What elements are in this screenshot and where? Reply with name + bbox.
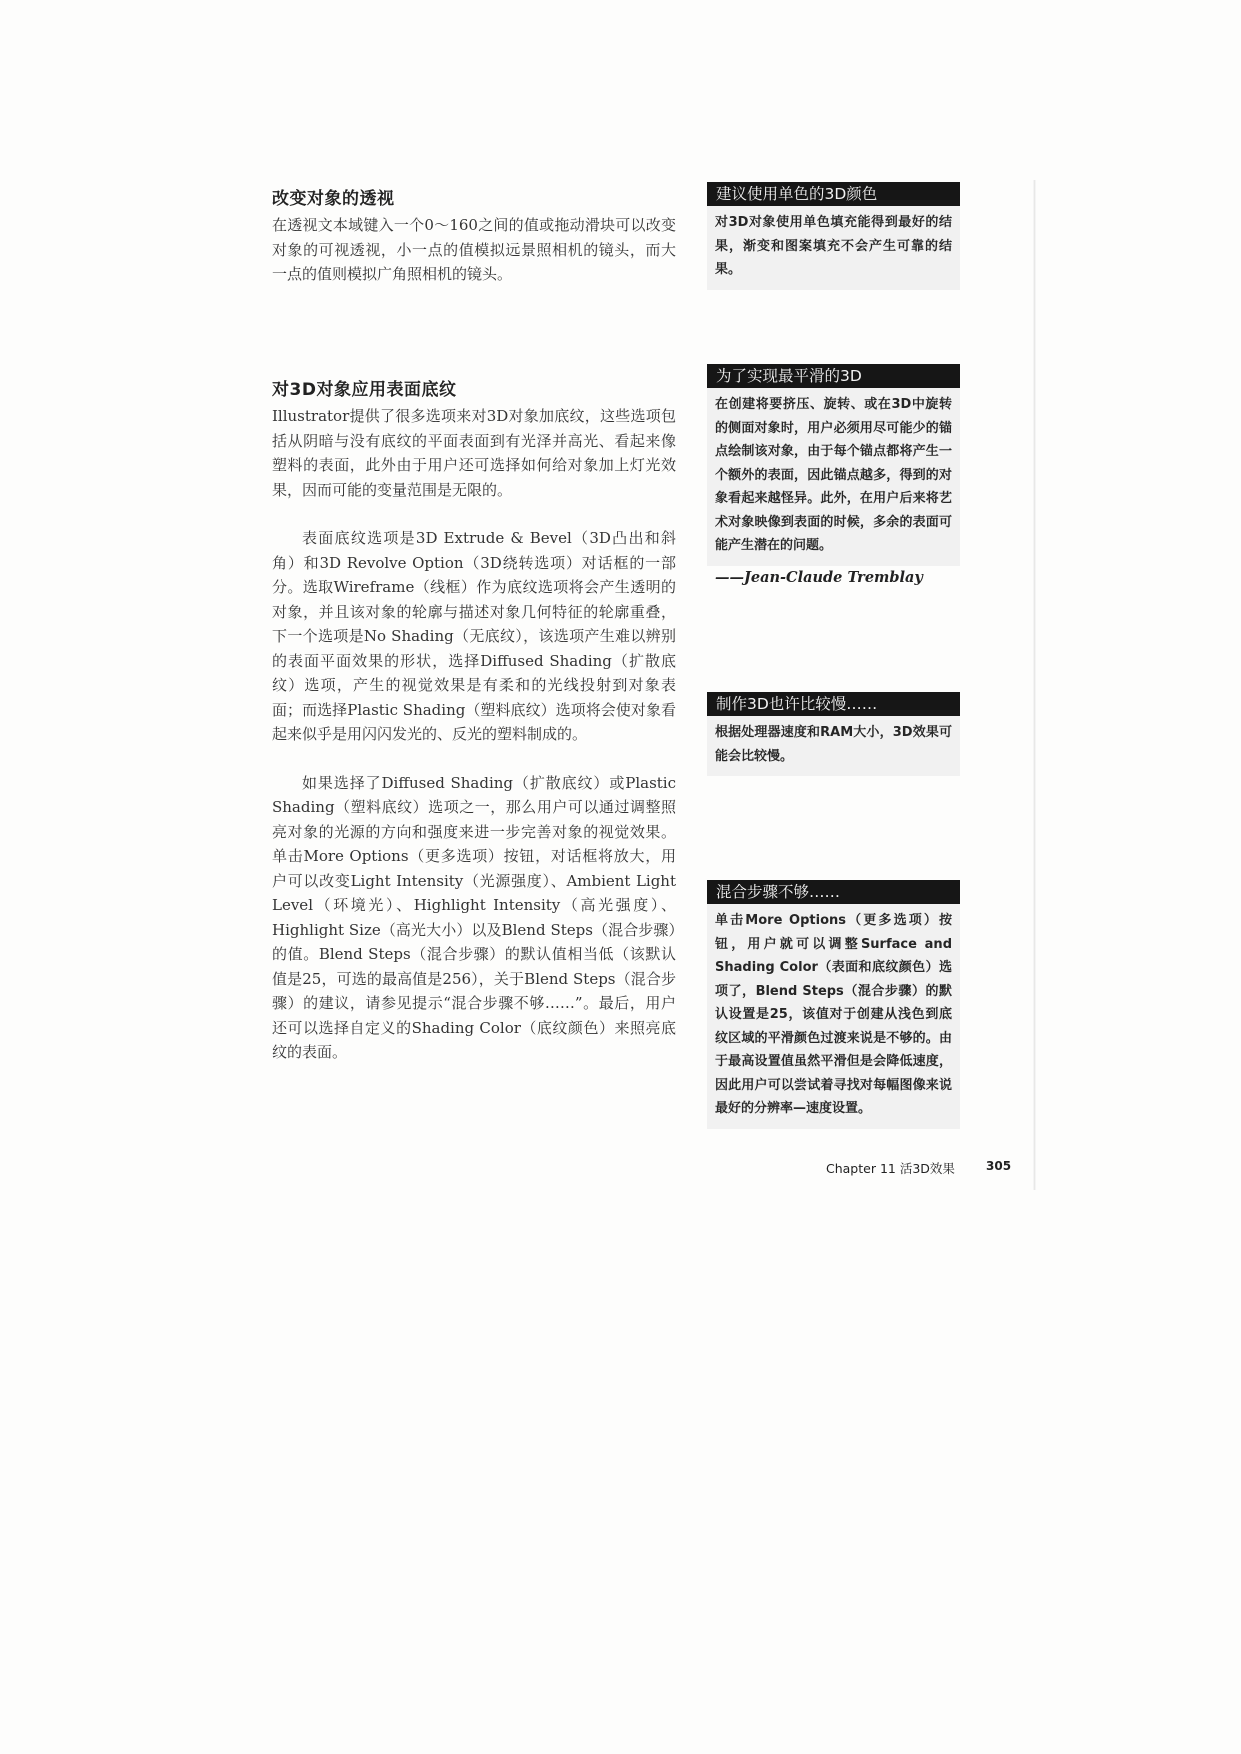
section-heading: 改变对象的透视 xyxy=(272,189,395,209)
tip-title: 制作3D也许比较慢…… xyxy=(707,692,960,716)
page-number: 305 xyxy=(986,1159,1012,1173)
tip-quote-author: ——Jean-Claude Tremblay xyxy=(715,568,923,586)
section-paragraph: 表面底纹选项是3D Extrude & Bevel（3D凸出和斜角）和3D Revolve Option（3D绕转选项）对话框的一部分。选取Wireframe（线框）作为底纹选项将会产生透明的对象，并且该对象的轮廓与描述对象几何特征的轮廓重叠，下一个选项是No Shading（无底纹），该选项产生难以辨别的表面平面效果的形状，选择Diffused Shading（扩散底纹）选项，产生的视觉效果是有柔和的光线投射到对象表面；而选择Plastic Shading（塑料底纹）选项将会使对象看起来似乎是用闪闪发光的、反光的塑料制成的。 xyxy=(272,529,676,743)
tip-body: 在创建将要挤压、旋转、或在3D中旋转的侧面对象时，用户必须用尽可能少的锚点绘制该对象，由于每个锚点都将产生一个额外的表面，因此锚点越多，得到的对象看起来越怪异。此外，在用户后来将艺术对象映像到表面的时候，多余的表面可能产生潜在的问题。 xyxy=(707,388,960,566)
page-edge-shadow xyxy=(1033,180,1036,1190)
tip-title: 建议使用单色的3D颜色 xyxy=(707,182,960,206)
tip-body: 根据处理器速度和RAM大小，3D效果可能会比较慢。 xyxy=(707,716,960,776)
chapter-label: Chapter 11 活3D效果 xyxy=(826,1161,955,1176)
tip-box xyxy=(707,364,960,590)
tip-box xyxy=(707,880,960,1129)
tip-body: 单击More Options（更多选项）按钮，用户就可以调整Surface and Shading Color（表面和底纹颜色）选项了，Blend Steps（混合步骤）的默认设置是25，该值对于创建从浅色到底纹区域的平滑颜色过渡来说是不够的。由于最高设置值虽然平滑但是会降低速度，因此用户可以尝试着寻找对每幅图像来说最好的分辨率—速度设置。 xyxy=(707,904,960,1129)
tip-body: 对3D对象使用单色填充能得到最好的结果，渐变和图案填充不会产生可靠的结果。 xyxy=(707,206,960,290)
tip-title: 混合步骤不够…… xyxy=(707,880,960,904)
tip-title: 为了实现最平滑的3D xyxy=(707,364,960,388)
section-paragraph: 在透视文本域键入一个0～160之间的值或拖动滑块可以改变对象的可视透视，小一点的值模拟远景照相机的镜头，而大一点的值则模拟广角照相机的镜头。 xyxy=(272,216,676,283)
section-surface-shading xyxy=(272,375,676,1065)
tip-box xyxy=(707,182,960,290)
section-heading: 对3D对象应用表面底纹 xyxy=(272,380,457,400)
tip-box xyxy=(707,692,960,776)
section-paragraph: 如果选择了Diffused Shading（扩散底纹）或Plastic Shading（塑料底纹）选项之一，那么用户可以通过调整照亮对象的光源的方向和强度来进一步完善对象的视觉效果。单击More Options（更多选项）按钮，对话框将放大，用户可以改变Light Intensity（光源强度）、Ambient Light Level（环境光）、Highlight Intensity（高光强度）、Highlight Size（高光大小）以及Blend Steps（混合步骤）的值。Blend Steps（混合步骤）的默认值相当低（该默认值是25，可选的最高值是256），关于Blend Steps（混合步骤）的建议，请参见提示“混合步骤不够……”。最后，用户还可以选择自定义的Shading Color（底纹颜色）来照亮底纹的表面。 xyxy=(272,773,676,1061)
section-paragraph: Illustrator提供了很多选项来对3D对象加底纹，这些选项包括从阴暗与没有底纹的平面表面到有光泽并高光、看起来像塑料的表面，此外由于用户还可选择如何给对象加上灯光效果，因而可能的变量范围是无限的。 xyxy=(272,407,676,499)
section-perspective xyxy=(272,184,676,287)
